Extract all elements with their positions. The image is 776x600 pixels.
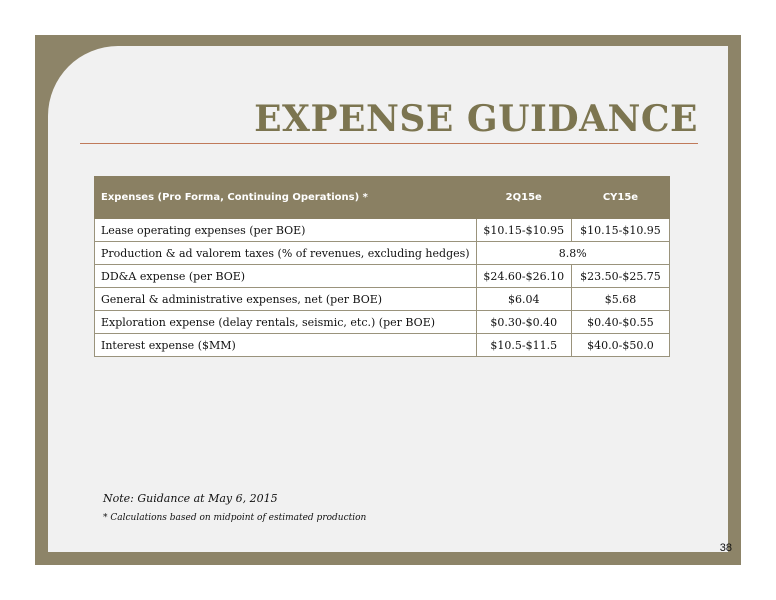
slide-title: EXPENSE GUIDANCE — [254, 98, 698, 140]
table-row — [95, 219, 670, 242]
page-number: 38 — [719, 542, 732, 554]
table-row — [95, 311, 670, 334]
row-label: Interest expense ($MM) — [95, 334, 477, 357]
table-row — [95, 288, 670, 311]
header-expenses: Expenses (Pro Forma, Continuing Operations) * — [95, 177, 477, 219]
row-label: DD&A expense (per BOE) — [95, 265, 477, 288]
row-label: Lease operating expenses (per BOE) — [95, 219, 477, 242]
cell-2q15e: $0.30-$0.40 — [476, 311, 571, 334]
cell-cy15e: $40.0-$50.0 — [571, 334, 669, 357]
guidance-note: Note: Guidance at May 6, 2015 — [103, 492, 278, 505]
expense-table — [94, 176, 670, 357]
cell-2q15e: $10.5-$11.5 — [476, 334, 571, 357]
cell-cy15e: $5.68 — [571, 288, 669, 311]
cell-merged: 8.8% — [476, 242, 669, 265]
header-cy15e: CY15e — [571, 177, 669, 219]
cell-cy15e: $23.50-$25.75 — [571, 265, 669, 288]
table-row — [95, 242, 670, 265]
cell-2q15e: $6.04 — [476, 288, 571, 311]
footnote: * Calculations based on midpoint of estimated production — [103, 513, 367, 523]
cell-2q15e: $24.60-$26.10 — [476, 265, 571, 288]
table-header-row — [95, 177, 670, 219]
row-label: Exploration expense (delay rentals, seismic, etc.) (per BOE) — [95, 311, 477, 334]
cell-cy15e: $0.40-$0.55 — [571, 311, 669, 334]
title-divider — [80, 143, 698, 144]
table-row — [95, 265, 670, 288]
row-label: Production & ad valorem taxes (% of revenues, excluding hedges) — [95, 242, 477, 265]
cell-cy15e: $10.15-$10.95 — [571, 219, 669, 242]
row-label: General & administrative expenses, net (per BOE) — [95, 288, 477, 311]
header-2q15e: 2Q15e — [476, 177, 571, 219]
cell-2q15e: $10.15-$10.95 — [476, 219, 571, 242]
table-row — [95, 334, 670, 357]
